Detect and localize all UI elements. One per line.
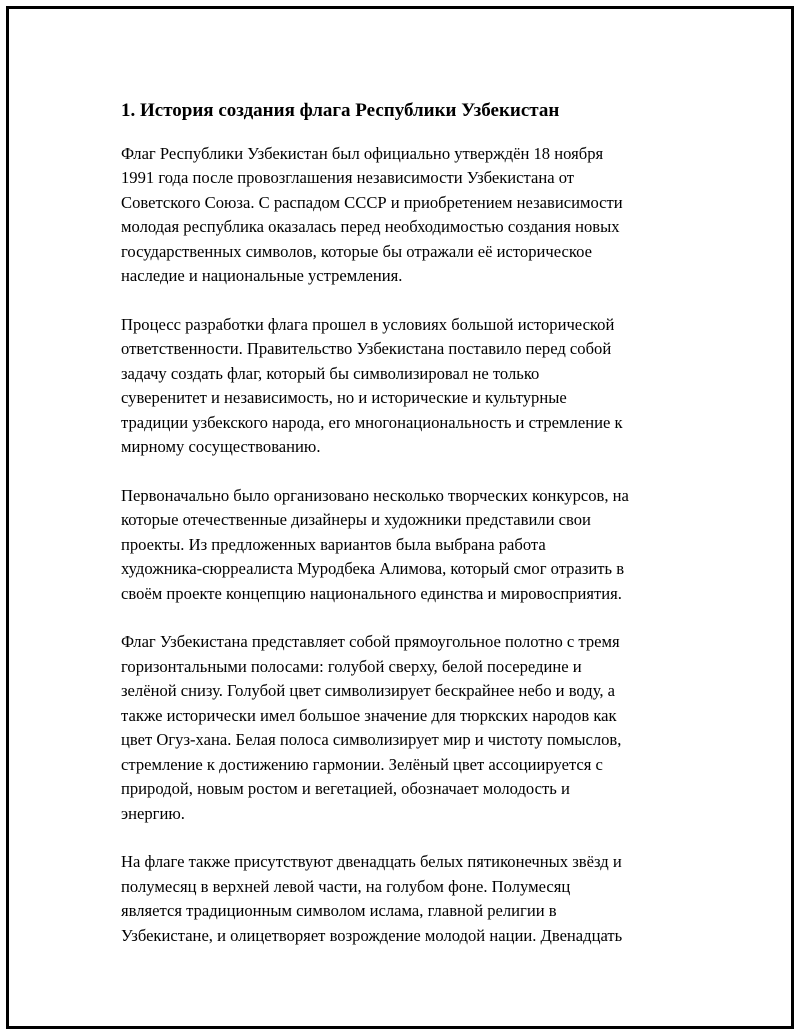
text-line: природой, новым ростом и вегетацией, обозначает молодость и: [121, 779, 570, 799]
paragraph-1: [121, 142, 691, 289]
text-line: 1991 года после провозглашения независимости Узбекистана от: [121, 168, 575, 188]
text-line: зелёной снизу. Голубой цвет символизирует бескрайнее небо и воду, а: [121, 681, 615, 701]
text-line: традиции узбекского народа, его многонациональность и стремление к: [121, 412, 623, 432]
paragraph-2: [121, 313, 691, 460]
text-line: задачу создать флаг, который бы символизировал не только: [121, 363, 540, 383]
text-line: Флаг Узбекистана представляет собой прямоугольное полотно с тремя: [121, 632, 620, 652]
text-line: является традиционным символом ислама, главной религии в: [121, 901, 557, 921]
paragraph-5: [121, 850, 691, 948]
text-line: молодая республика оказалась перед необходимостью создания новых: [121, 217, 620, 237]
text-line: Узбекистане, и олицетворяет возрождение молодой нации. Двенадцать: [121, 925, 623, 945]
text-line: проекты. Из предложенных вариантов была выбрана работа: [121, 534, 546, 554]
text-line: суверенитет и независимость, но и исторические и культурные: [121, 388, 567, 408]
text-line: наследие и национальные устремления.: [121, 266, 403, 286]
text-line: стремление к достижению гармонии. Зелёный цвет ассоциируется с: [121, 754, 603, 774]
text-line: горизонтальными полосами: голубой сверху, белой посередине и: [121, 656, 582, 676]
page-frame: [6, 6, 794, 1029]
text-line: Первоначально было организовано несколько творческих конкурсов, на: [121, 485, 629, 505]
text-line: художника-сюрреалиста Муродбека Алимова, который смог отразить в: [121, 559, 625, 579]
text-line: Флаг Республики Узбекистан был официально утверждён 18 ноября: [121, 143, 604, 163]
text-line: государственных символов, которые бы отражали её историческое: [121, 241, 592, 261]
text-line: На флаге также присутствуют двенадцать белых пятиконечных звёзд и: [121, 852, 622, 872]
text-line: Советского Союза. С распадом СССР и приобретением независимости: [121, 192, 623, 212]
text-line: цвет Огуз-хана. Белая полоса символизирует мир и чистоту помыслов,: [121, 730, 622, 750]
section-heading: 1. История создания флага Республики Узбекистан: [121, 100, 560, 121]
text-line: мирному сосуществованию.: [121, 437, 321, 457]
text-line: ответственности. Правительство Узбекистана поставило перед собой: [121, 339, 612, 359]
text-line: энергию.: [121, 803, 185, 823]
text-line: своём проекте концепцию национального единства и мировосприятия.: [121, 583, 622, 603]
document-body: [121, 99, 691, 972]
paragraph-3: [121, 484, 691, 607]
text-line: Процесс разработки флага прошел в условиях большой исторической: [121, 314, 615, 334]
text-line: которые отечественные дизайнеры и художники представили свои: [121, 510, 591, 530]
paragraph-4: [121, 630, 691, 826]
text-line: также исторически имел большое значение для тюркских народов как: [121, 705, 617, 725]
text-line: полумесяц в верхней левой части, на голубом фоне. Полумесяц: [121, 876, 571, 896]
